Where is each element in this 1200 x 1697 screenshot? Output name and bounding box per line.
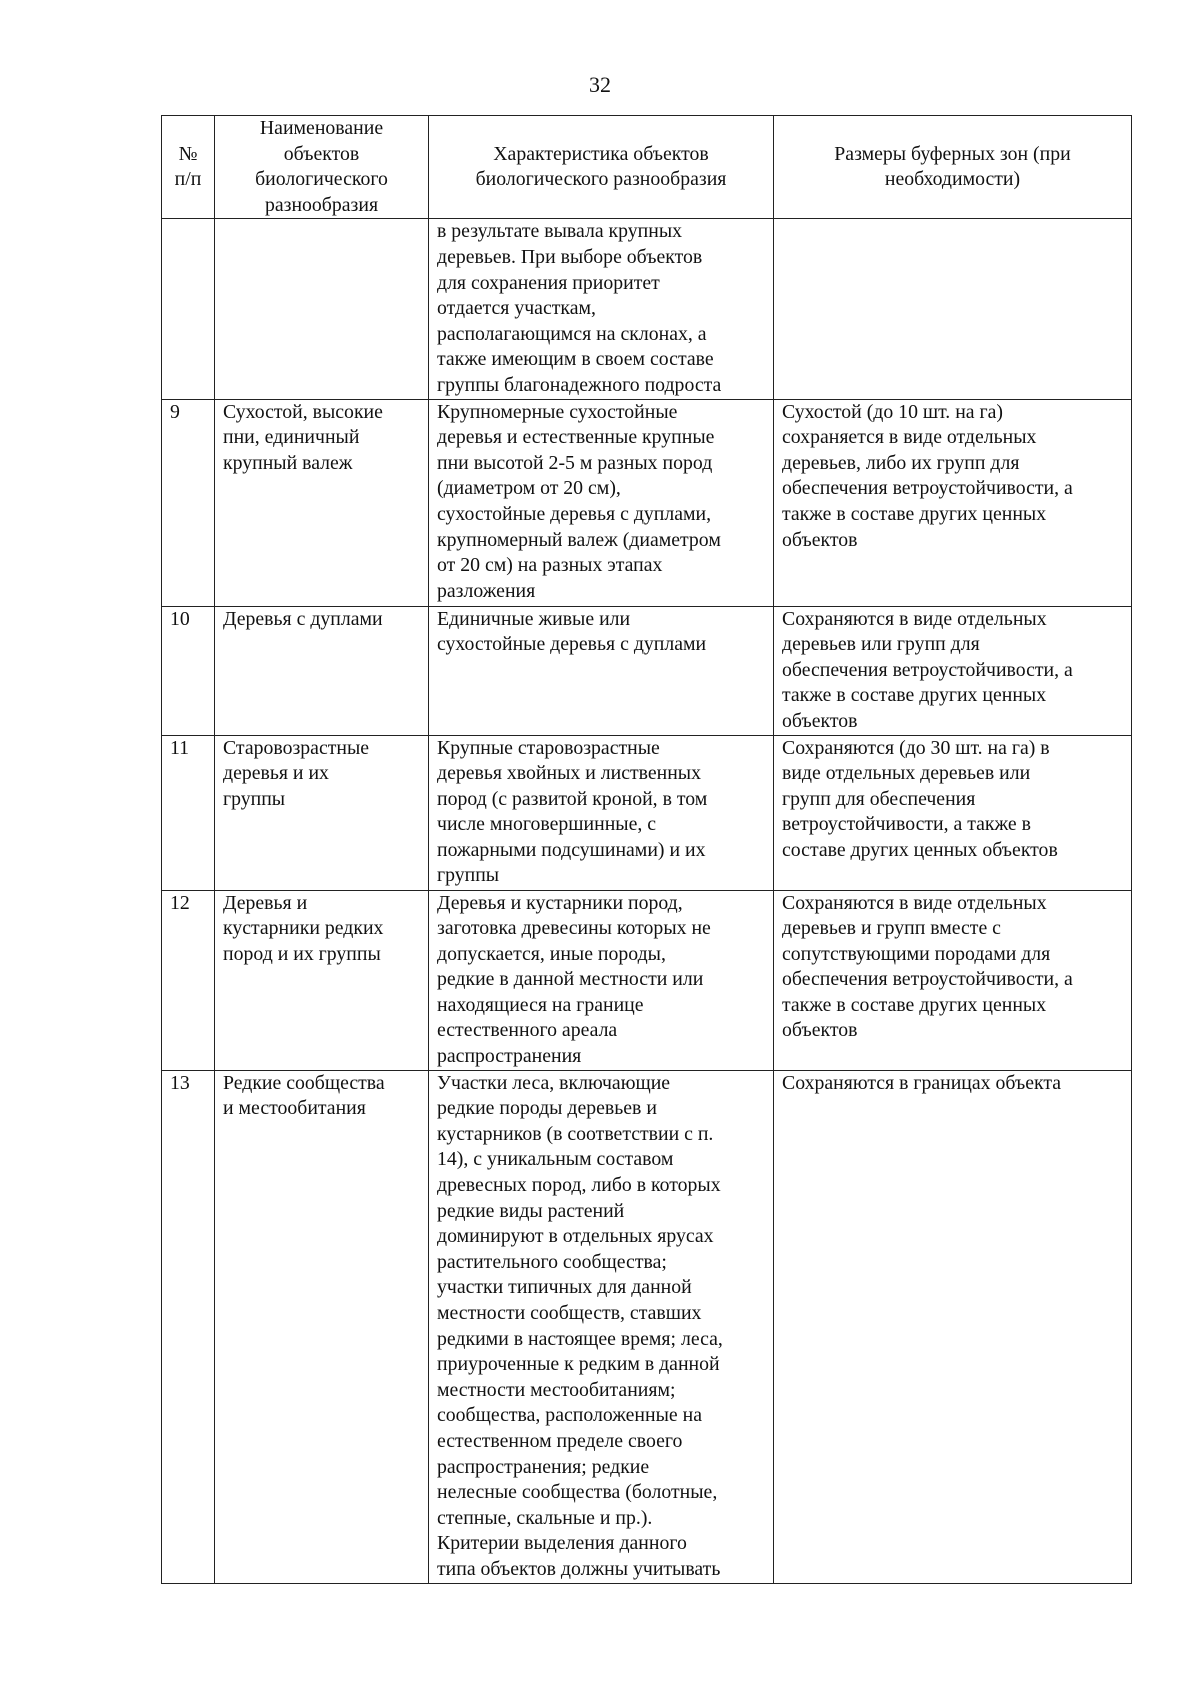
row-buffer-zone: Сохраняются в границах объекта xyxy=(774,1070,1132,1583)
row-number: 12 xyxy=(162,890,215,1070)
header-number: № п/п xyxy=(162,116,215,219)
biodiversity-objects-table xyxy=(161,115,1132,1584)
row-number xyxy=(162,219,215,399)
row-object-name: Деревья с дуплами xyxy=(215,606,429,735)
row-characteristic: Крупномерные сухостойные деревья и естественные крупные пни высотой 2-5 м разных пород (диаметром от 20 см), сухостойные деревья с дуплами, крупномерный валеж (диаметром от 20 см) на разных этапах разложения xyxy=(429,399,774,606)
row-object-name: Редкие сообщества и местообитания xyxy=(215,1070,429,1583)
row-object-name: Старовозрастные деревья и их группы xyxy=(215,735,429,890)
table-row xyxy=(162,1070,1132,1583)
header-object-name: Наименование объектов биологического разнообразия xyxy=(215,116,429,219)
row-object-name: Сухостой, высокие пни, единичный крупный валеж xyxy=(215,399,429,606)
row-buffer-zone: Сохраняются в виде отдельных деревьев и групп вместе с сопутствующими породами для обеспечения ветроустойчивости, а также в составе других ценных объектов xyxy=(774,890,1132,1070)
row-buffer-zone: Сохраняются (до 30 шт. на га) в виде отдельных деревьев или групп для обеспечения ветроустойчивости, а также в составе других ценных объектов xyxy=(774,735,1132,890)
header-buffer-zone: Размеры буферных зон (при необходимости) xyxy=(774,116,1132,219)
row-object-name xyxy=(215,219,429,399)
row-number: 11 xyxy=(162,735,215,890)
row-characteristic: Единичные живые или сухостойные деревья с дуплами xyxy=(429,606,774,735)
table-header-row xyxy=(162,116,1132,219)
row-characteristic: Деревья и кустарники пород, заготовка древесины которых не допускается, иные породы, редкие в данной местности или находящиеся на границе естественного ареала распространения xyxy=(429,890,774,1070)
row-characteristic: в результате вывала крупных деревьев. При выборе объектов для сохранения приоритет отдается участкам, располагающимся на склонах, а также имеющим в своем составе группы благонадежного подроста xyxy=(429,219,774,399)
page-number: 32 xyxy=(589,72,611,97)
row-characteristic: Участки леса, включающие редкие породы деревьев и кустарников (в соответствии с п. 14), с уникальным составом древесных пород, либо в которых редкие виды растений доминируют в отдельных ярусах растительного сообщества; участки типичных для данной местности сообществ, ставших редкими в настоящее время; леса, приуроченные к редким в данной местности местообитаниям; сообщества, расположенные на естественном пределе своего распространения; редкие нелесные сообщества (болотные, степные, скальные и пр.). Критерии выделения данного типа объектов должны учитывать xyxy=(429,1070,774,1583)
row-number: 13 xyxy=(162,1070,215,1583)
header-characteristic: Характеристика объектов биологического разнообразия xyxy=(429,116,774,219)
row-buffer-zone: Сухостой (до 10 шт. на га) сохраняется в виде отдельных деревьев, либо их групп для обеспечения ветроустойчивости, а также в составе других ценных объектов xyxy=(774,399,1132,606)
row-number: 9 xyxy=(162,399,215,606)
table-row xyxy=(162,219,1132,399)
table-row xyxy=(162,735,1132,890)
row-number: 10 xyxy=(162,606,215,735)
table-row xyxy=(162,399,1132,606)
table-row xyxy=(162,890,1132,1070)
row-characteristic: Крупные старовозрастные деревья хвойных и лиственных пород (с развитой кроной, в том числе многовершинные, с пожарными подсушинами) и их группы xyxy=(429,735,774,890)
row-object-name: Деревья и кустарники редких пород и их группы xyxy=(215,890,429,1070)
row-buffer-zone: Сохраняются в виде отдельных деревьев или групп для обеспечения ветроустойчивости, а также в составе других ценных объектов xyxy=(774,606,1132,735)
table-row xyxy=(162,606,1132,735)
row-buffer-zone xyxy=(774,219,1132,399)
